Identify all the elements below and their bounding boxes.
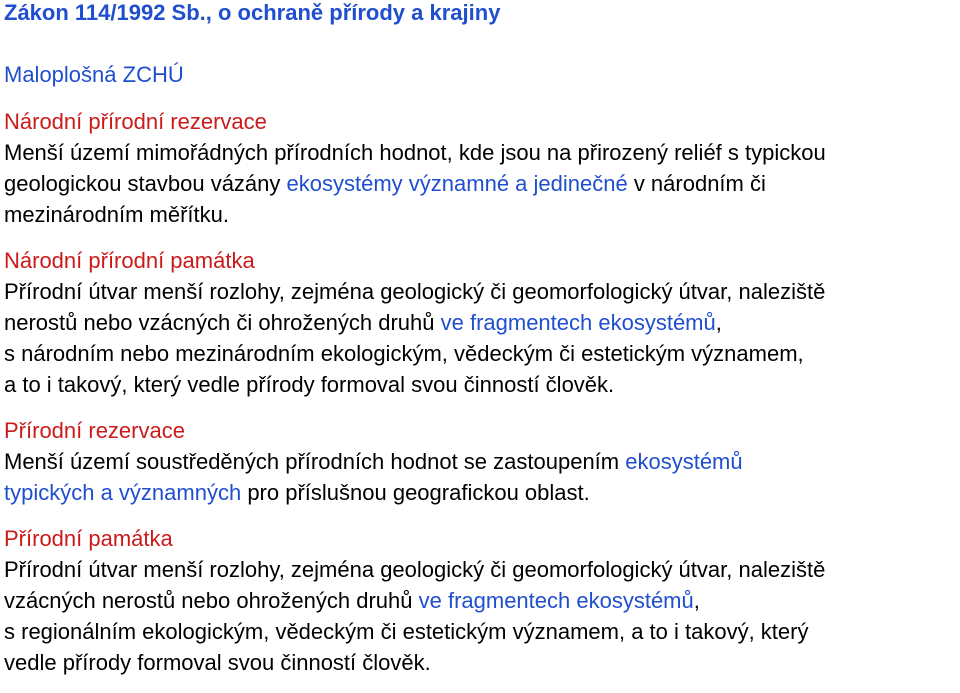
body-text-line xyxy=(4,616,958,647)
text-segment: vedle přírody formoval svou činností člověk. xyxy=(4,650,431,675)
body-text-line xyxy=(4,585,958,616)
body-text-line xyxy=(4,168,958,199)
body-text-line xyxy=(4,647,958,678)
section-heading: Přírodní rezervace xyxy=(4,418,185,443)
text-segment: v národním či xyxy=(627,171,766,196)
text-segment: mezinárodním měřítku. xyxy=(4,202,229,227)
body-text-line xyxy=(4,338,958,369)
body-text-line xyxy=(4,137,958,168)
section xyxy=(4,106,958,230)
body-text-line xyxy=(4,554,958,585)
section xyxy=(4,245,958,400)
highlighted-term: typických a významných xyxy=(4,480,242,505)
section-heading: Přírodní památka xyxy=(4,526,173,551)
body-text-line xyxy=(4,276,958,307)
text-segment: s národním nebo mezinárodním ekologickým, vědeckým či estetickým významem, xyxy=(4,341,804,366)
text-segment: Přírodní útvar menší rozlohy, zejména geologický či geomorfologický útvar, naleziště xyxy=(4,279,826,304)
text-segment: Menší území mimořádných přírodních hodnot, kde jsou na přirozený reliéf s typickou xyxy=(4,140,826,165)
text-segment: , xyxy=(715,310,722,335)
text-segment: pro příslušnou geografickou oblast. xyxy=(241,480,590,505)
section xyxy=(4,415,958,508)
highlighted-term: ve fragmentech ekosystémů xyxy=(418,588,694,613)
document-title: Zákon 114/1992 Sb., o ochraně přírody a krajiny xyxy=(4,0,501,25)
section-heading: Národní přírodní památka xyxy=(4,248,255,273)
text-segment: Menší území soustředěných přírodních hodnot se zastoupením xyxy=(4,449,626,474)
document-subtitle: Maloplošná ZCHÚ xyxy=(4,62,184,87)
section xyxy=(4,523,958,678)
highlighted-term: ekosystémy významné a jedinečné xyxy=(286,171,628,196)
text-segment: a to i takový, který vedle přírody formoval svou činností člověk. xyxy=(4,372,615,397)
text-segment: geologickou stavbou vázány xyxy=(4,171,287,196)
highlighted-term: ekosystémů xyxy=(625,449,743,474)
text-segment: Přírodní útvar menší rozlohy, zejména geologický či geomorfologický útvar, naleziště xyxy=(4,557,826,582)
text-segment: vzácných nerostů nebo ohrožených druhů xyxy=(4,588,419,613)
body-text-line xyxy=(4,446,958,477)
highlighted-term: ve fragmentech ekosystémů xyxy=(440,310,716,335)
text-segment: nerostů nebo vzácných či ohrožených druhů xyxy=(4,310,441,335)
body-text-line xyxy=(4,199,958,230)
body-text-line xyxy=(4,477,958,508)
text-segment: s regionálním ekologickým, vědeckým či estetickým významem, a to i takový, který xyxy=(4,619,809,644)
text-segment: , xyxy=(693,588,700,613)
section-heading: Národní přírodní rezervace xyxy=(4,109,267,134)
body-text-line xyxy=(4,369,958,400)
sections-container xyxy=(4,106,958,678)
document-page xyxy=(4,0,958,678)
body-text-line xyxy=(4,307,958,338)
